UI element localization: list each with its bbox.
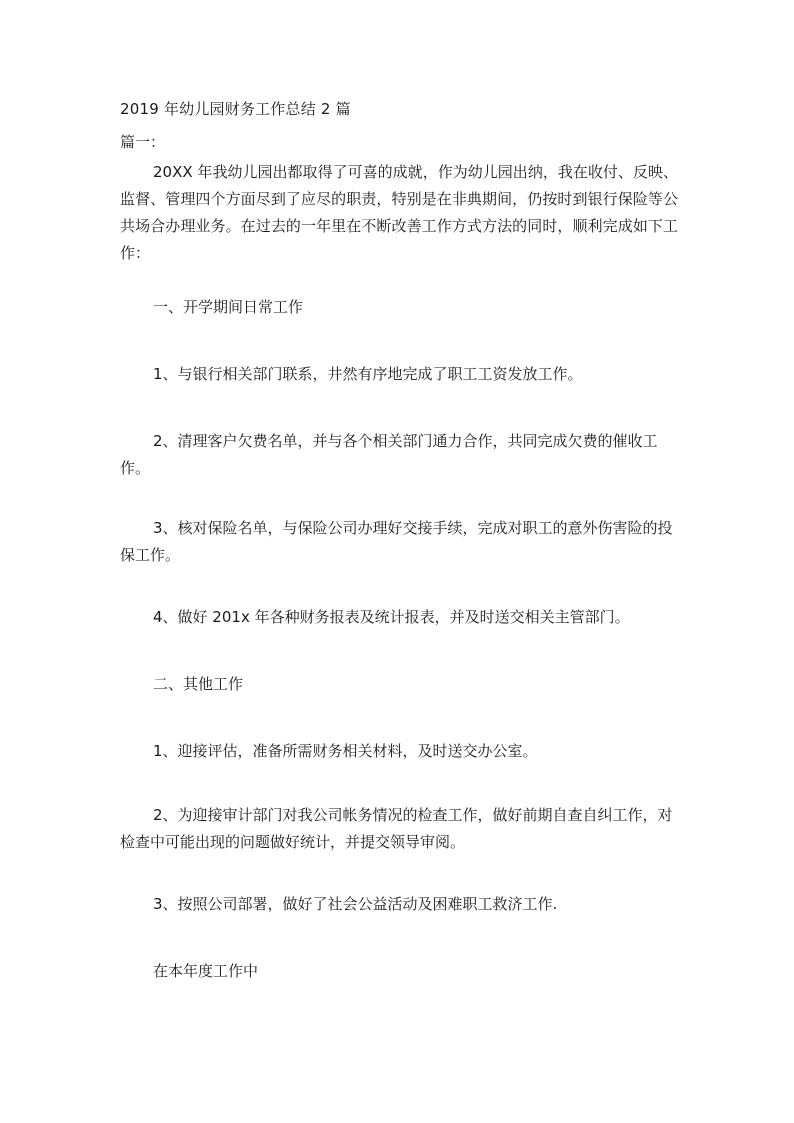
list-item: 2、为迎接审计部门对我公司帐务情况的检查工作，做好前期自查自纠工作，对检查中可能出现的问题做好统计，并提交领导审阅。 bbox=[120, 806, 673, 851]
list-item: 3、按照公司部署，做好了社会公益活动及困难职工救济工作. bbox=[153, 895, 558, 913]
list-item: 2、清理客户欠费名单，并与各个相关部门通力合作，共同完成欠费的催收工作。 bbox=[120, 432, 658, 477]
intro-paragraph: 20XX 年我幼儿园出都取得了可喜的成就，作为幼儿园出纳，我在收付、反映、监督、管理四个方面尽到了应尽的职责，特别是在非典期间，仍按时到银行保险等公共场合办理业务。在过去的一年里在不断改善工作方式方法的同时，顺利完成如下工作： bbox=[120, 163, 678, 262]
heading-daily-work: 一、开学期间日常工作 bbox=[153, 298, 304, 316]
section-label: 篇一： bbox=[120, 133, 166, 151]
closing-paragraph: 在本年度工作中 bbox=[153, 962, 259, 980]
list-item: 1、迎接评估，准备所需财务相关材料，及时送交办公室。 bbox=[153, 742, 538, 760]
list-item: 4、做好 201x 年各种财务报表及统计报表，并及时送交相关主管部门。 bbox=[153, 608, 630, 626]
document-title: 2019 年幼儿园财务工作总结 2 篇 bbox=[120, 100, 351, 118]
heading-other-work: 二、其他工作 bbox=[153, 675, 244, 693]
list-item: 1、与银行相关部门联系，井然有序地完成了职工工资发放工作。 bbox=[153, 365, 583, 383]
list-item: 3、核对保险名单，与保险公司办理好交接手续，完成对职工的意外伤害险的投保工作。 bbox=[120, 519, 673, 564]
